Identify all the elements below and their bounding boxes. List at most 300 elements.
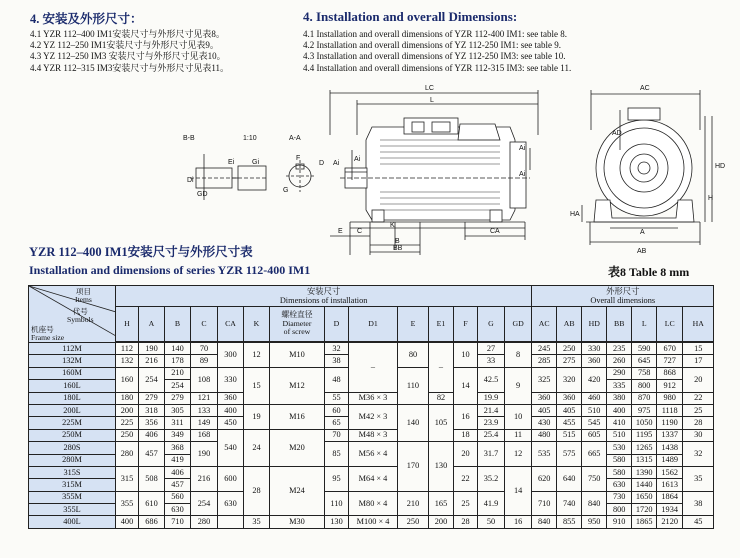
cell: 10	[454, 343, 478, 368]
cell: 980	[657, 392, 683, 404]
cell: 325	[532, 367, 557, 392]
cell: 640	[557, 466, 582, 491]
cell: 8	[505, 343, 532, 368]
cell: 121	[191, 392, 218, 404]
cell: 630	[165, 504, 191, 516]
col-c: C	[191, 307, 218, 342]
cell: 20	[683, 367, 714, 392]
cell: 508	[139, 466, 165, 491]
cell: 108	[191, 367, 218, 392]
en-item: 4.1 Installation and overall dimensions of YZR 112-400 IM1: see table 8.	[303, 29, 568, 39]
cell: 140	[398, 404, 429, 441]
label-ai-left: Ai	[333, 160, 340, 167]
col-ab: AB	[557, 307, 582, 342]
cell: 250	[116, 429, 139, 441]
cell: 95	[325, 466, 349, 491]
cell: 132	[116, 355, 139, 367]
cell: 110	[398, 367, 429, 404]
cell: 290	[607, 367, 632, 379]
cell: 160	[116, 367, 139, 392]
cell: 45	[683, 516, 714, 528]
cell: 38	[325, 355, 349, 367]
cell: 280	[116, 442, 139, 467]
col-f: F	[454, 307, 478, 342]
cell: 740	[557, 491, 582, 516]
corner-frame: 机座号 Frame size	[31, 325, 65, 342]
cell: 530	[607, 442, 632, 454]
frame-cell: 355L	[29, 504, 116, 516]
cell: 48	[325, 367, 349, 392]
cell: 318	[139, 404, 165, 416]
cell: 235	[607, 343, 632, 355]
cell: 380	[607, 392, 632, 404]
cell: 727	[657, 355, 683, 367]
label-f: F	[296, 155, 301, 162]
label-ei: Ei	[228, 159, 235, 166]
cell: 686	[139, 516, 165, 528]
cell: 450	[218, 417, 244, 429]
cell: M48 × 3	[349, 429, 398, 441]
table-row	[29, 392, 714, 404]
cell: 855	[557, 516, 582, 528]
cell: 14	[454, 367, 478, 404]
cell: 912	[657, 380, 683, 392]
label-taper: 1:10	[243, 135, 257, 142]
label-e: E	[338, 228, 343, 235]
col-e: E	[398, 307, 429, 342]
cell: 335	[607, 380, 632, 392]
cell: M20	[270, 429, 325, 466]
cell: 65	[325, 417, 349, 429]
cell: 16	[505, 516, 532, 528]
col-ca: CA	[218, 307, 244, 342]
cell: M64 × 4	[349, 466, 398, 491]
cell: 800	[632, 380, 657, 392]
label-ca: CA	[490, 228, 500, 235]
label-aa-section: A-A	[289, 135, 301, 142]
en-item: 4.4 Installation and overall dimensions of YZR 112-315 IM3: see table 11.	[303, 62, 572, 73]
cell: 1118	[657, 404, 683, 416]
label-ac: AC	[640, 85, 650, 92]
cell: 33	[478, 355, 505, 367]
frame-cell: 180L	[29, 392, 116, 404]
cell: 1195	[632, 429, 657, 441]
cell: 190	[191, 442, 218, 467]
cell: 15	[244, 367, 270, 404]
cell: M30	[270, 516, 325, 528]
cell: 35.2	[478, 466, 505, 491]
cell: 24	[244, 429, 270, 466]
overall-dims-title: 外形尺寸 Overall dimensions	[532, 286, 714, 307]
cell: 400	[116, 516, 139, 528]
cell: 41.9	[478, 491, 505, 516]
cell: 21.4	[478, 404, 505, 416]
cell: 1265	[632, 442, 657, 454]
cell: 210	[165, 367, 191, 379]
cell: 360	[582, 355, 607, 367]
col-lc: LC	[657, 307, 683, 342]
cell: 710	[165, 516, 191, 528]
cell: M42 × 3	[349, 404, 398, 429]
cell: 35	[244, 516, 270, 528]
cell: 645	[632, 355, 657, 367]
cell: 630	[218, 491, 244, 516]
col-b: B	[165, 307, 191, 342]
cell: 1489	[657, 454, 683, 466]
cell: –	[349, 343, 398, 393]
cell: M36 × 3	[349, 392, 398, 404]
cell: M56 × 4	[349, 442, 398, 467]
cell: M24	[270, 466, 325, 516]
label-ad: AD	[612, 130, 622, 137]
col-bb: BB	[607, 307, 632, 342]
cell	[218, 516, 244, 528]
cell: 89	[191, 355, 218, 367]
cell: 42.5	[478, 367, 505, 392]
frame-cell: 200L	[29, 404, 116, 416]
corner-items: 项目 Items	[75, 287, 92, 304]
cell: 250	[398, 516, 429, 528]
cell: 420	[582, 367, 607, 392]
cell: 457	[165, 479, 191, 491]
cell: 279	[165, 392, 191, 404]
cell: 25	[454, 491, 478, 516]
cell: 200	[116, 404, 139, 416]
frame-cell: 250M	[29, 429, 116, 441]
cell: 480	[532, 429, 557, 441]
cell: 2120	[657, 516, 683, 528]
cell: 1190	[657, 417, 683, 429]
cell: 70	[325, 429, 349, 441]
label-l: L	[430, 97, 434, 104]
cell: 315	[116, 466, 139, 491]
shaft-section-aa	[286, 160, 314, 192]
label-k: K	[390, 222, 395, 229]
col-hd: HD	[582, 307, 607, 342]
frame-cell: 280M	[29, 454, 116, 466]
cell: 12	[505, 442, 532, 467]
col-gd: GD	[505, 307, 532, 342]
cell: 180	[116, 392, 139, 404]
cell: 406	[165, 466, 191, 478]
cell: M80 × 4	[349, 491, 398, 516]
cn-item: 4.4 YZR 112–315 IM3安装尺寸与外形尺寸见表11。	[30, 62, 229, 73]
cell: 285	[532, 355, 557, 367]
cell: 360	[218, 392, 244, 404]
cell: 35	[683, 466, 714, 491]
cell: 758	[632, 367, 657, 379]
label-hd: HD	[715, 163, 726, 170]
cell: 170	[398, 442, 429, 492]
cell: 800	[607, 504, 632, 516]
col-d1: D1	[349, 307, 398, 342]
cell: 130	[429, 442, 454, 492]
cell: 560	[165, 491, 191, 503]
col-ac: AC	[532, 307, 557, 342]
motor-end-view	[582, 90, 712, 245]
frame-cell: 280S	[29, 442, 116, 454]
cell: 130	[325, 516, 349, 528]
cell: 360	[532, 392, 557, 404]
cell: 575	[557, 442, 582, 467]
cell: 311	[165, 417, 191, 429]
cell: 1337	[657, 429, 683, 441]
cell: 330	[218, 367, 244, 392]
cell: 216	[139, 355, 165, 367]
cell: 254	[165, 380, 191, 392]
frame-cell: 160M	[29, 367, 116, 379]
cell: 70	[191, 343, 218, 355]
cell: 1315	[632, 454, 657, 466]
col-d: D	[325, 307, 349, 342]
cell: 23.9	[478, 417, 505, 429]
cell: –	[429, 343, 454, 393]
cell: 355	[116, 491, 139, 516]
cell: 330	[582, 343, 607, 355]
label-bb-dim: BB	[393, 245, 403, 252]
cn-section-title: 4. 安装及外形尺寸：	[30, 12, 143, 26]
cell: 510	[607, 429, 632, 441]
cell: 17	[683, 355, 714, 367]
label-ha: HA	[570, 211, 580, 218]
cell: 25	[683, 404, 714, 416]
cell: 620	[532, 466, 557, 491]
cell: 190	[139, 343, 165, 355]
cell: 1438	[657, 442, 683, 454]
col-a: A	[139, 307, 165, 342]
cell: 730	[607, 491, 632, 503]
cell: 750	[582, 466, 607, 491]
cell: 165	[429, 491, 454, 516]
cell: 580	[607, 454, 632, 466]
en-item: 4.3 Installation and overall dimensions of YZ 112-250 IM3: see table 10.	[303, 51, 566, 62]
cell: 149	[191, 417, 218, 429]
cell: 105	[429, 404, 454, 441]
cell: 22	[454, 466, 478, 491]
cell: 16	[454, 404, 478, 429]
cell: 510	[582, 404, 607, 416]
cell: 540	[218, 429, 244, 466]
label-c: C	[357, 228, 363, 235]
frame-cell: 160L	[29, 380, 116, 392]
cn-item: 4.2 YZ 112–250 IM1安装尺寸与外形尺寸见表9。	[30, 40, 219, 51]
cell: 1720	[632, 504, 657, 516]
cell: 405	[557, 404, 582, 416]
cell: 254	[139, 367, 165, 392]
cell: M100 × 4	[349, 516, 398, 528]
col-e1: E1	[429, 307, 454, 342]
cell: 670	[657, 343, 683, 355]
cell: 15	[683, 343, 714, 355]
cell: 31.7	[478, 442, 505, 467]
frame-cell: 315S	[29, 466, 116, 478]
label-lc: LC	[425, 85, 434, 92]
cell: 605	[582, 429, 607, 441]
cell: 20	[454, 442, 478, 467]
cell: 14	[505, 466, 532, 516]
label-ab: AB	[637, 248, 647, 255]
cell: 9	[505, 367, 532, 404]
cell: 32	[683, 442, 714, 467]
cell: 27	[478, 343, 505, 355]
cell: 950	[582, 516, 607, 528]
cell: 405	[532, 404, 557, 416]
cell: 60	[325, 404, 349, 416]
cell: 406	[139, 429, 165, 441]
cell: 1390	[632, 466, 657, 478]
cell: 840	[532, 516, 557, 528]
label-d: D	[319, 160, 325, 167]
label-h: H	[708, 195, 714, 202]
cell: 133	[191, 404, 218, 416]
cell: 32	[325, 343, 349, 355]
cell: 225	[116, 417, 139, 429]
cell: 975	[632, 404, 657, 416]
cell: 515	[557, 429, 582, 441]
frame-cell: 355M	[29, 491, 116, 503]
frame-cell: 400L	[29, 516, 116, 528]
cell: 11	[505, 429, 532, 441]
frame-cell: 225M	[29, 417, 116, 429]
cell: 368	[165, 442, 191, 454]
cell: 590	[632, 343, 657, 355]
cell: 349	[165, 429, 191, 441]
corner-symbols: 代号 Symbols	[67, 307, 94, 324]
cell: 1562	[657, 466, 683, 478]
label-di: Di	[187, 177, 194, 184]
cell: 400	[218, 404, 244, 416]
cell: 320	[557, 367, 582, 392]
frame-cell: 112M	[29, 343, 116, 355]
label-a: A	[640, 229, 645, 236]
cell: 200	[429, 516, 454, 528]
cell: 22	[683, 392, 714, 404]
cell: 300	[218, 343, 244, 368]
cell: 30	[683, 429, 714, 441]
cell: 457	[139, 442, 165, 467]
cell: 710	[532, 491, 557, 516]
cell: 250	[557, 343, 582, 355]
cell: M12	[270, 367, 325, 404]
cell: 455	[557, 417, 582, 429]
cell: 610	[139, 491, 165, 516]
cell: 178	[165, 355, 191, 367]
label-b: B	[395, 238, 400, 245]
label-bb-section: B-B	[183, 135, 195, 142]
cell: 50	[478, 516, 505, 528]
table-row	[29, 442, 714, 454]
label-ai-right: Ai	[519, 145, 526, 152]
cell: 28	[244, 466, 270, 516]
cell: 910	[607, 516, 632, 528]
label-gi: Gi	[252, 159, 259, 166]
col-k: K	[244, 307, 270, 342]
cell: 1440	[632, 479, 657, 491]
table-row	[29, 466, 714, 478]
cell: 38	[683, 491, 714, 516]
cell: 868	[657, 367, 683, 379]
cell: 140	[165, 343, 191, 355]
table-row	[29, 404, 714, 416]
cell: 305	[165, 404, 191, 416]
table-row	[29, 491, 714, 503]
col-bolt: 螺栓直径 Diameter of screw	[270, 307, 325, 342]
install-dims-title: 安装尺寸 Dimensions of installation	[116, 286, 532, 307]
col-ha: HA	[683, 307, 714, 342]
cell: 18	[454, 429, 478, 441]
cell: 168	[191, 429, 218, 441]
cell: 210	[398, 491, 429, 516]
cell: 580	[607, 466, 632, 478]
cell: 1650	[632, 491, 657, 503]
cell: 600	[218, 466, 244, 491]
cell: 1864	[657, 491, 683, 503]
en-section-title: 4. Installation and overall Dimensions:	[303, 9, 518, 24]
dimension-table	[28, 285, 714, 529]
cell: 1865	[632, 516, 657, 528]
cell: 254	[191, 491, 218, 516]
cell: 535	[532, 442, 557, 467]
table-title-cn: YZR 112–400 IM1安装尺寸与外形尺寸表	[29, 245, 253, 259]
cell: 82	[429, 392, 454, 404]
frame-cell: 315M	[29, 479, 116, 491]
cell: 1934	[657, 504, 683, 516]
cell: 275	[557, 355, 582, 367]
cell: 28	[683, 417, 714, 429]
cell: 110	[325, 491, 349, 516]
cell: 245	[532, 343, 557, 355]
cell: 400	[607, 404, 632, 416]
cell: 55	[325, 392, 349, 404]
table-number: 表8 Table 8 mm	[608, 265, 690, 279]
cell: 279	[139, 392, 165, 404]
cell: 112	[116, 343, 139, 355]
table-row	[29, 429, 714, 441]
cell: 280	[191, 516, 218, 528]
cell: 419	[165, 454, 191, 466]
cell: 80	[398, 343, 429, 368]
cell: 356	[139, 417, 165, 429]
col-g: G	[478, 307, 505, 342]
table-title-en: Installation and dimensions of series YZR 112-400 IM1	[29, 263, 311, 277]
cell: 260	[607, 355, 632, 367]
label-g: G	[283, 187, 289, 194]
en-item: 4.2 Installation and overall dimensions of YZ 112-250 IM1: see table 9.	[303, 40, 562, 51]
table-row	[29, 516, 714, 528]
cell: M16	[270, 404, 325, 429]
cell: 410	[607, 417, 632, 429]
cell: 19	[244, 404, 270, 429]
cell: 430	[532, 417, 557, 429]
cell: 630	[607, 479, 632, 491]
table-row	[29, 343, 714, 355]
label-ai-right2: Ai	[519, 171, 526, 178]
frame-cell: 132M	[29, 355, 116, 367]
cell: 870	[632, 392, 657, 404]
cn-item: 4.3 YZ 112–250 IM3 安装尺寸与外形尺寸见表10。	[30, 51, 226, 62]
cell: 360	[557, 392, 582, 404]
cell: 545	[582, 417, 607, 429]
cell: 12	[244, 343, 270, 368]
cell: 216	[191, 466, 218, 491]
col-l: L	[632, 307, 657, 342]
corner-header	[29, 286, 116, 343]
col-h: H	[116, 307, 139, 342]
cell: 25.4	[478, 429, 505, 441]
cell: 840	[582, 491, 607, 516]
label-ai-inner: Ai	[354, 156, 361, 163]
cell: M10	[270, 343, 325, 368]
